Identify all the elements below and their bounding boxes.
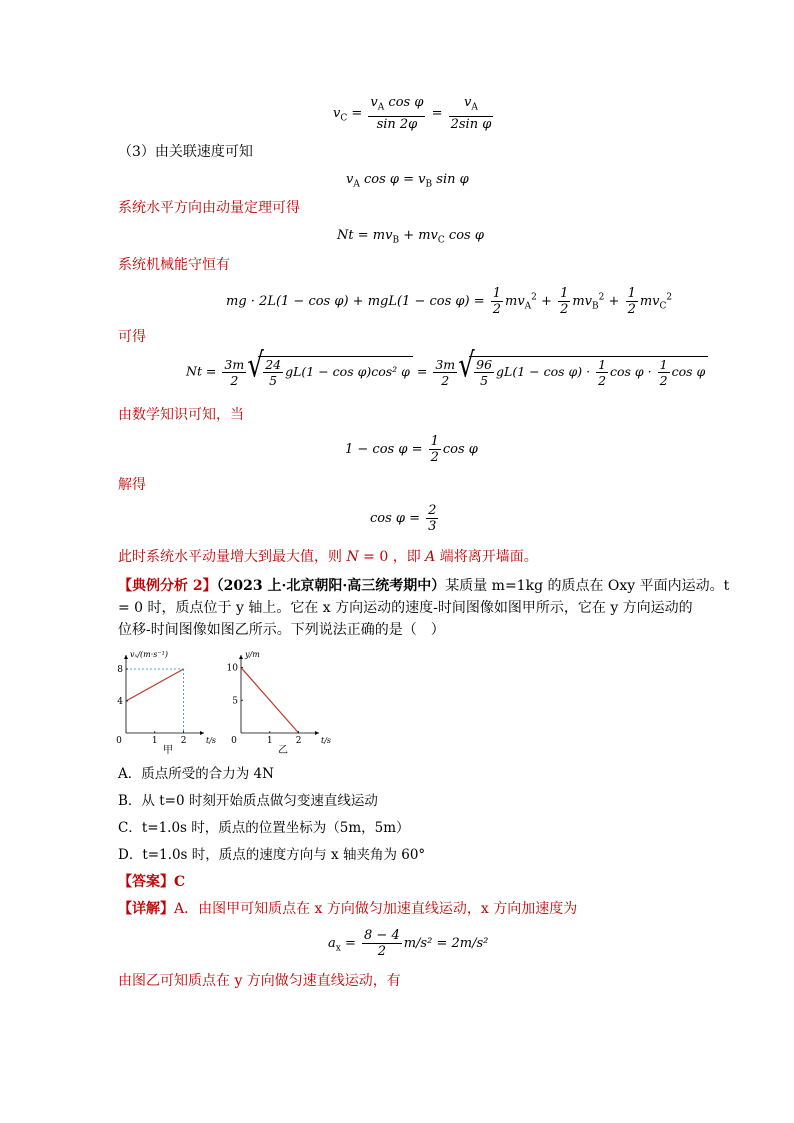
equation-nt: Nt = $\frac{3m}{2}$ √ $\frac{24}{5}$ gL(1 − cos φ)cos² φ = $\frac{3m}{2}$ √ $\frac{96}{5}$ gL(1 − cos φ) · $\frac{1}{2}$ cos φ · $\frac{1}{2}$ cos φ	[186, 356, 708, 388]
chart-yi	[227, 650, 331, 756]
solve-text: 解得	[118, 477, 146, 493]
chart-caption: 乙	[278, 745, 288, 756]
x-tick-label: 2	[180, 736, 187, 746]
series-line	[126, 669, 184, 701]
x-axis-label: t/s	[321, 736, 332, 745]
charts-figure	[116, 650, 358, 756]
x-axis-arrow	[200, 731, 204, 735]
answer-line: 【答案】C	[118, 874, 186, 890]
x-tick-label: 1	[151, 736, 158, 746]
x-axis-arrow	[315, 731, 319, 735]
equation-relation: $v_A$ $\cos \varphi = v_B$ sin φ	[346, 172, 469, 190]
series-line	[241, 668, 299, 733]
option-b: B．从 t=0 时刻开始质点做匀变速直线运动	[118, 793, 378, 809]
x-tick-label: 2	[295, 736, 302, 746]
y-axis-label: vₓ/(m·s⁻¹)	[130, 650, 168, 659]
can-get-text: 可得	[118, 329, 146, 345]
momentum-text: 系统水平方向由动量定理可得	[118, 200, 300, 216]
x-tick-label: 0	[116, 736, 122, 746]
option-c: C．t=1.0s 时，质点的位置坐标为（5m，5m）	[118, 820, 410, 836]
equation-energy: mg · 2L(1 − cos φ) + mgL(1 − cos φ) = $\frac{1}{2}$ $mv_A^2$ + $\frac{1}{2}$ $mv_B^2$ + $\frac{1}{2}$ $mv_C^2$	[226, 286, 673, 317]
chart-caption: 甲	[163, 745, 173, 756]
x-tick-label: 1	[266, 736, 273, 746]
equation-vc: $v_C$ = $\frac{v_A \cos \varphi}{\sin 2\varphi}$ = $\frac{v_A}{\text{2sin φ}}$	[333, 95, 492, 132]
math-text: 由数学知识可知，当	[118, 407, 244, 423]
equation-cos: cos φ = $\frac{2}{3}$	[370, 503, 437, 534]
example-question: 【典例分析 2】（2023 上·北京朝阳·高三统考期中）某质量 m=1kg 的质点在 Oxy 平面内运动。t = 0 时，质点位于 y 轴上。它在 x 方向运动的速度-时间图像如图甲所示，它在 y 方向运动的 位移-时间图像如图乙所示。下列说法正确的是（ ）	[118, 578, 730, 638]
option-d: D．t=1.0s 时，质点的速度方向与 x 轴夹角为 60°	[118, 847, 426, 863]
equation-condition: 1 − cos φ = $\frac{1}{2}$ cos φ	[345, 434, 478, 465]
equation-ax: $a_x$ = $\frac{8 - 4}{2}$ m/s² = 2m/s²	[328, 928, 489, 959]
y-tick-label: 5	[232, 696, 238, 707]
y-tick-label: 10	[226, 663, 238, 674]
option-a: A．质点所受的合力为 4N	[118, 766, 274, 782]
final-text: 由图乙可知质点在 y 方向做匀速直线运动，有	[118, 973, 401, 989]
conclusion-text: 此时系统水平动量增大到最大值，则 N = 0 ，即 A 端将离开墙面。	[118, 549, 538, 565]
y-axis-arrow	[124, 655, 128, 659]
equation-momentum: $Nt = mv_B + mv_C$ cos φ	[337, 228, 484, 246]
y-tick-label: 4	[117, 697, 123, 707]
detail-line: 【详解】A．由图甲可知质点在 x 方向做匀加速直线运动，x 方向加速度为	[118, 901, 578, 917]
part3-heading: （3）由关联速度可知	[118, 144, 253, 160]
chart-jia	[116, 650, 216, 756]
x-axis-label: t/s	[206, 736, 217, 745]
energy-text: 系统机械能守恒有	[118, 257, 230, 273]
y-axis-arrow	[239, 655, 243, 659]
y-axis-label: y/m	[245, 650, 260, 659]
x-tick-label: 0	[231, 736, 237, 746]
y-tick-label: 8	[117, 665, 123, 675]
